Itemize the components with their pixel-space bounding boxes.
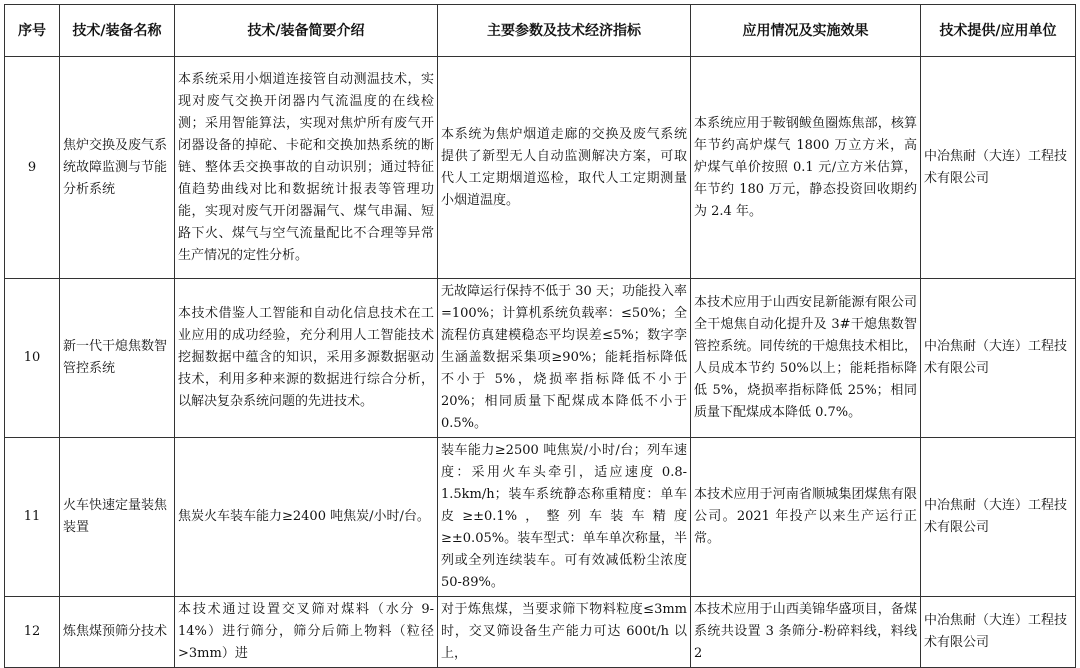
header-name: 技术/装备名称 (60, 5, 175, 57)
header-unit: 技术提供/应用单位 (921, 5, 1076, 57)
table-row (5, 438, 1076, 597)
header-params: 主要参数及技术经济指标 (438, 5, 691, 57)
application-effect: 本技术应用于山西美锦华盛项目，备煤系统共设置 3 条筛分-粉碎料线，料线 2 (691, 597, 921, 668)
tech-description: 本技术借鉴人工智能和自动化信息技术在工业应用的成功经验，充分利用人工智能技术挖掘数据中蕴含的知识，采用多源数据驱动技术，利用多种来源的数据进行综合分析，以解决复杂系统问题的先进技术。 (175, 279, 438, 438)
header-desc: 技术/装备简要介绍 (175, 5, 438, 57)
application-effect: 本技术应用于山西安昆新能源有限公司全干熄焦自动化提升及 3#干熄焦数智管控系统。同传统的干熄焦技术相比，人员成本节约 50%以上；能耗指标降低 5%，烧损率指标降低 25%；相同质量下配煤成本降低 0.7%。 (691, 279, 921, 438)
row-number: 9 (5, 57, 60, 279)
header-row (5, 5, 1076, 57)
application-effect: 本系统应用于鞍钢鲅鱼圈炼焦部，核算年节约高炉煤气 1800 万立方米，高炉煤气单价按照 0.1 元/立方米估算，年节约 180 万元，静态投资回收期约为 2.4 年。 (691, 57, 921, 279)
provider-unit: 中冶焦耐（大连）工程技术有限公司 (921, 279, 1076, 438)
table-row (5, 597, 1076, 668)
tech-description: 焦炭火车装车能力≥2400 吨焦炭/小时/台。 (175, 438, 438, 597)
tech-parameters: 装车能力≥2500 吨焦炭/小时/台；列车速度：采用火车头牵引，适应速度 0.8-1.5km/h；装车系统静态称重精度：单车皮≥±0.1%，整列车装车精度≥±0.05%。装车型式：单车单次称量，半列或全列连续装车。可有效减低粉尘浓度 50-89%。 (438, 438, 691, 597)
tech-description: 本系统采用小烟道连接管自动测温技术，实现对废气交换开闭器内气流温度的在线检测；采用智能算法，实现对焦炉所有废气开闭器设备的掉砣、卡砣和交换加热系统的断链、整体丢交换事故的自动识别；通过特征值趋势曲线对比和数据统计报表等管理功能，实现对废气开闭器漏气、煤气串漏、短路下火、煤气与空气流量配比不合理等异常生产情况的定性分析。 (175, 57, 438, 279)
tech-name: 火车快速定量装焦装置 (60, 438, 175, 597)
tech-description: 本技术通过设置交叉筛对煤料（水分 9-14%）进行筛分，筛分后筛上物料（粒径>3mm）进 (175, 597, 438, 668)
tech-name: 炼焦煤预筛分技术 (60, 597, 175, 668)
provider-unit: 中冶焦耐（大连）工程技术有限公司 (921, 597, 1076, 668)
tech-name: 新一代干熄焦数智管控系统 (60, 279, 175, 438)
table-row (5, 57, 1076, 279)
tech-equipment-table (4, 4, 1076, 668)
tech-parameters: 对于炼焦煤，当要求筛下物料粒度≤3mm 时，交叉筛设备生产能力可达 600t/h 以上， (438, 597, 691, 668)
provider-unit: 中冶焦耐（大连）工程技术有限公司 (921, 438, 1076, 597)
provider-unit: 中冶焦耐（大连）工程技术有限公司 (921, 57, 1076, 279)
tech-name: 焦炉交换及废气系统故障监测与节能分析系统 (60, 57, 175, 279)
application-effect: 本技术应用于河南省顺城集团煤焦有限公司。2021 年投产以来生产运行正常。 (691, 438, 921, 597)
row-number: 10 (5, 279, 60, 438)
header-no: 序号 (5, 5, 60, 57)
row-number: 12 (5, 597, 60, 668)
tech-parameters: 本系统为焦炉烟道走廊的交换及废气系统提供了新型无人自动监测解决方案，可取代人工定期烟道巡检，取代人工定期测量小烟道温度。 (438, 57, 691, 279)
row-number: 11 (5, 438, 60, 597)
table-row (5, 279, 1076, 438)
tech-parameters: 无故障运行保持不低于 30 天；功能投入率=100%；计算机系统负载率：≤50%；全流程仿真建模稳态平均误差≤5%；数字孪生涵盖数据采集项≥90%；能耗指标降低不小于 5%，烧损率指标降低不小于 20%；相同质量下配煤成本降低不小于 0.5%。 (438, 279, 691, 438)
header-app: 应用情况及实施效果 (691, 5, 921, 57)
